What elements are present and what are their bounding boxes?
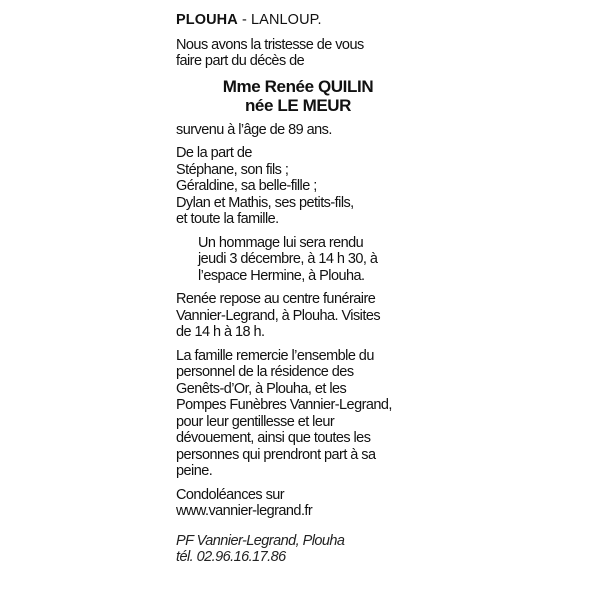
visits-paragraph [176, 291, 412, 341]
ceremony-line: Un hommage lui sera rendu [198, 234, 364, 251]
thanks-line: dévouement, ainsi que toutes les [176, 430, 371, 446]
town-name-secondary: LANLOUP. [251, 12, 322, 28]
town-name: PLOUHA [176, 12, 238, 28]
funeral-home-footer [176, 533, 412, 566]
thanks-line: pour leur gentillesse et leur [176, 413, 335, 430]
family-paragraph [176, 145, 412, 228]
thanks-line: Pompes Funèbres Vannier-Legrand, [176, 397, 392, 413]
family-line: Stéphane, son fils ; [176, 161, 289, 178]
age-line: survenu à l’âge de 89 ans. [176, 121, 332, 138]
intro-paragraph [176, 37, 412, 70]
family-line: Dylan et Mathis, ses petits-fils, [176, 194, 354, 211]
intro-line: faire part du décès de [176, 53, 305, 69]
condolences-website: www.vannier-legrand.fr [176, 503, 313, 519]
funeral-home-phone: tél. 02.96.16.17.86 [176, 549, 286, 565]
family-line: et toute la famille. [176, 211, 279, 227]
family-line: Géraldine, sa belle-fille ; [176, 178, 317, 194]
visits-line: de 14 h à 18 h. [176, 324, 265, 340]
ceremony-line: l’espace Hermine, à Plouha. [198, 267, 365, 284]
locality-heading [176, 12, 412, 29]
ceremony-paragraph [176, 235, 412, 285]
thanks-line: personnes qui prendront part à sa [176, 446, 376, 463]
thanks-line: personnel de la résidence des [176, 364, 354, 380]
visits-line: Vannier-Legrand, à Plouha. Visites [176, 307, 381, 324]
family-line: De la part de [176, 145, 252, 161]
funeral-home-name: PF Vannier-Legrand, Plouha [176, 532, 345, 549]
deceased-name-block [176, 77, 412, 115]
condolences-paragraph [176, 487, 412, 520]
thanks-line: peine. [176, 463, 213, 479]
ceremony-line: jeudi 3 décembre, à 14 h 30, à [198, 251, 378, 267]
visits-line: Renée repose au centre funéraire [176, 291, 376, 307]
obituary-notice [176, 12, 412, 566]
condolences-label: Condoléances sur [176, 486, 285, 503]
age-paragraph [176, 122, 412, 139]
thanks-line: Genêts-d’Or, à Plouha, et les [176, 380, 347, 397]
deceased-name: Mme Renée QUILIN [222, 76, 374, 96]
thanks-line: La famille remercie l’ensemble du [176, 347, 374, 364]
deceased-maiden-name: née LE MEUR [244, 95, 352, 115]
town-separator: - [237, 12, 252, 28]
thanks-paragraph [176, 348, 412, 480]
intro-line: Nous avons la tristesse de vous [176, 36, 364, 53]
